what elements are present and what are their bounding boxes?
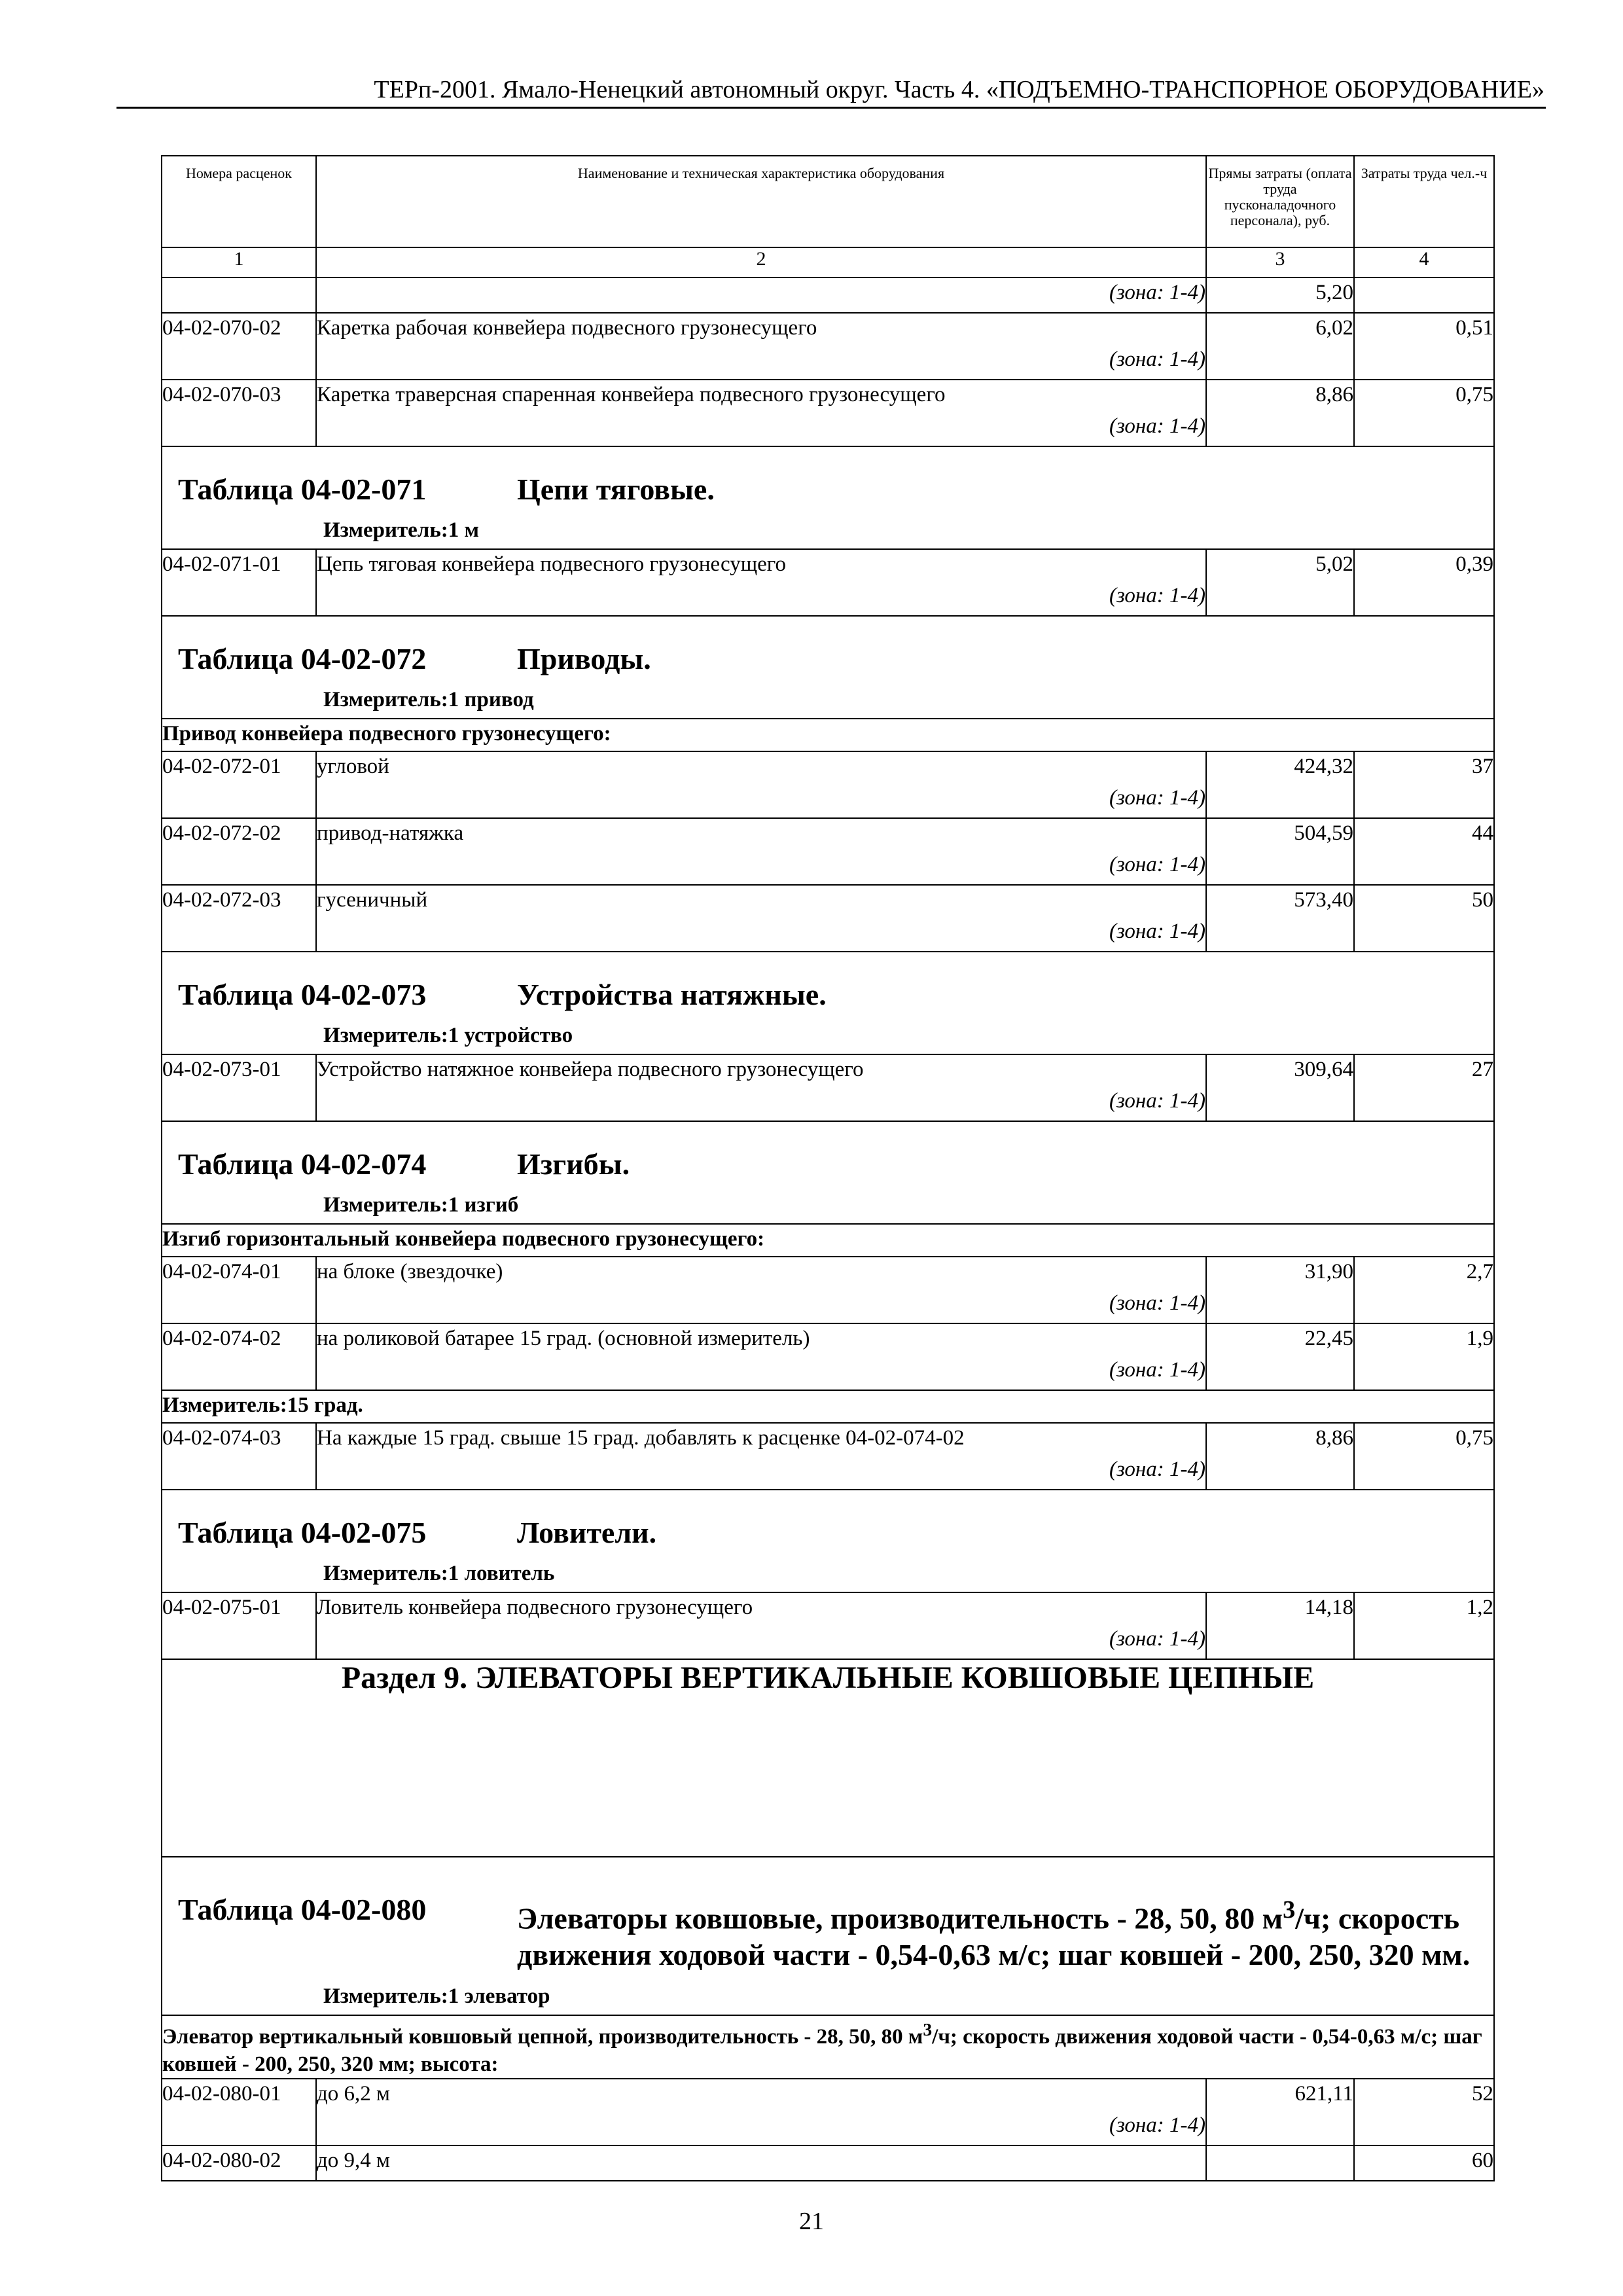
table-row <box>162 1423 1494 1490</box>
table-row <box>162 1323 1494 1390</box>
rate-name-text: Ловитель конвейера подвесного грузонесущего <box>317 1596 753 1619</box>
rate-cost: 5,20 <box>1206 278 1354 313</box>
rate-cost: 5,02 <box>1206 549 1354 616</box>
rate-cost: 31,90 <box>1206 1257 1354 1323</box>
group-caption-part: /ч; скорость движения ходовой части - 0,54-0,63 м/с; шаг ковшей - 200, 250, 320 мм; высота: <box>162 2025 1482 2076</box>
rate-cost: 424,32 <box>1206 751 1354 818</box>
group-caption: Привод конвейера подвесного грузонесущего: <box>162 719 1494 751</box>
zone-note: (зона: 1-4) <box>1109 786 1205 810</box>
zone-note: (зона: 1-4) <box>1109 2113 1205 2137</box>
table-number: Таблица 04-02-074 <box>178 1147 427 1181</box>
table-heading-cell <box>162 1121 1494 1224</box>
rate-name <box>316 1423 1206 1490</box>
rate-labor: 0,75 <box>1354 1423 1494 1490</box>
zone-note: (зона: 1-4) <box>1109 920 1205 943</box>
rate-code: 04-02-074-01 <box>162 1257 316 1323</box>
rate-cost: 14,18 <box>1206 1592 1354 1659</box>
rate-name-text: на роликовой батарее 15 град. (основной измеритель) <box>317 1327 810 1350</box>
zone-note: (зона: 1-4) <box>1109 853 1205 876</box>
table-row <box>162 2145 1494 2181</box>
zone-note: (зона: 1-4) <box>1109 584 1205 607</box>
rate-labor: 0,75 <box>1354 380 1494 446</box>
table-heading-cell <box>162 1857 1494 2015</box>
rate-labor <box>1354 278 1494 313</box>
table-row <box>162 751 1494 818</box>
group-caption-part: Элеватор вертикальный ковшовый цепной, производительность - 28, 50, 80 м <box>162 2025 923 2049</box>
table-row <box>162 380 1494 446</box>
rate-name-text: гусеничный <box>317 888 428 912</box>
rate-name <box>316 313 1206 380</box>
table-title: Ловители. <box>517 1516 657 1549</box>
table-title: Устройства натяжные. <box>517 978 827 1011</box>
table-heading-cell <box>162 1490 1494 1592</box>
rate-cost: 504,59 <box>1206 818 1354 885</box>
rate-cost: 8,86 <box>1206 1423 1354 1490</box>
header-rule <box>116 107 1546 109</box>
column-number: 1 <box>162 247 316 278</box>
section-row <box>162 1659 1494 1857</box>
table-row <box>162 1257 1494 1323</box>
rate-name-text: Каретка рабочая конвейера подвесного грузонесущего <box>317 316 817 340</box>
rate-code: 04-02-071-01 <box>162 549 316 616</box>
table-row <box>162 549 1494 616</box>
table-meter: Измеритель:1 ловитель <box>323 1562 555 1585</box>
rate-labor: 44 <box>1354 818 1494 885</box>
zone-note: (зона: 1-4) <box>1109 348 1205 371</box>
rate-code: 04-02-072-02 <box>162 818 316 885</box>
table-heading-074 <box>162 1121 1494 1224</box>
rate-labor: 50 <box>1354 885 1494 952</box>
rate-name-text: угловой <box>317 755 389 778</box>
table-meter: Измеритель:1 элеватор <box>323 1984 550 2008</box>
table-title-part: Элеваторы ковшовые, производительность - 28, 50, 80 м <box>517 1901 1283 1935</box>
rate-labor: 1,9 <box>1354 1323 1494 1390</box>
group-caption: Изгиб горизонтальный конвейера подвесного грузонесущего: <box>162 1224 1494 1257</box>
rate-code: 04-02-070-02 <box>162 313 316 380</box>
column-number: 3 <box>1206 247 1354 278</box>
column-header-direct-costs: Прямы затраты (оплата труда пусконаладочного персонала), руб. <box>1206 156 1354 247</box>
rate-name <box>316 278 1206 313</box>
rate-labor: 37 <box>1354 751 1494 818</box>
rate-code: 04-02-070-03 <box>162 380 316 446</box>
table-heading-073 <box>162 952 1494 1054</box>
table-meter: Измеритель:1 привод <box>323 688 534 711</box>
table-heading-072 <box>162 616 1494 719</box>
column-number: 4 <box>1354 247 1494 278</box>
table-heading-071 <box>162 446 1494 549</box>
zone-note: (зона: 1-4) <box>1109 1627 1205 1651</box>
rate-labor: 0,39 <box>1354 549 1494 616</box>
section-title: Раздел 9. ЭЛЕВАТОРЫ ВЕРТИКАЛЬНЫЕ КОВШОВЫЕ ЦЕПНЫЕ <box>162 1659 1494 1857</box>
rate-name <box>316 1054 1206 1121</box>
table-number: Таблица 04-02-080 <box>178 1893 427 1926</box>
table-row <box>162 1054 1494 1121</box>
rate-labor: 2,7 <box>1354 1257 1494 1323</box>
rate-code: 04-02-072-01 <box>162 751 316 818</box>
rate-code: 04-02-074-02 <box>162 1323 316 1390</box>
rate-name-text: Цепь тяговая конвейера подвесного грузонесущего <box>317 552 786 576</box>
table-title: Изгибы. <box>517 1147 630 1181</box>
table-title-part: /ч; скорость движения ходовой части - 0,54-0,63 м/с; шаг ковшей - 200, 250, 320 мм. <box>517 1901 1471 1972</box>
table-number: Таблица 04-02-071 <box>178 473 427 506</box>
table-title <box>517 1892 1472 1973</box>
rate-code: 04-02-074-03 <box>162 1423 316 1490</box>
table-number: Таблица 04-02-075 <box>178 1516 427 1549</box>
superscript: 3 <box>1283 1896 1296 1924</box>
rate-code: 04-02-080-02 <box>162 2145 316 2181</box>
rate-cost: 573,40 <box>1206 885 1354 952</box>
rate-cost: 6,02 <box>1206 313 1354 380</box>
rate-name-text: привод-натяжка <box>317 821 464 845</box>
table-meter: Измеритель:1 устройство <box>323 1024 573 1047</box>
table-row <box>162 2079 1494 2145</box>
table-heading-cell <box>162 446 1494 549</box>
rate-name <box>316 549 1206 616</box>
rate-code: 04-02-072-03 <box>162 885 316 952</box>
table-title: Приводы. <box>517 642 651 675</box>
table-row <box>162 313 1494 380</box>
zone-note: (зона: 1-4) <box>1109 1291 1205 1315</box>
column-header-codes: Номера расценок <box>162 156 316 247</box>
table-number: Таблица 04-02-073 <box>178 978 427 1011</box>
rate-labor: 0,51 <box>1354 313 1494 380</box>
rate-name <box>316 1257 1206 1323</box>
rate-cost: 621,11 <box>1206 2079 1354 2145</box>
rate-labor: 1,2 <box>1354 1592 1494 1659</box>
rate-name <box>316 751 1206 818</box>
table-meter: Измеритель:1 изгиб <box>323 1193 519 1217</box>
rate-name <box>316 380 1206 446</box>
column-header-labor: Затраты труда чел.-ч <box>1354 156 1494 247</box>
meter-caption: Измеритель:15 град. <box>162 1390 1494 1423</box>
column-number-row <box>162 247 1494 278</box>
rate-code <box>162 278 316 313</box>
column-header-row <box>162 156 1494 247</box>
group-row <box>162 1224 1494 1257</box>
table-heading-080 <box>162 1857 1494 2015</box>
rate-code: 04-02-075-01 <box>162 1592 316 1659</box>
table-title: Цепи тяговые. <box>517 473 715 506</box>
rate-name-text: Каретка траверсная спаренная конвейера подвесного грузонесущего <box>317 383 946 406</box>
superscript: 3 <box>923 2019 933 2039</box>
rate-code: 04-02-073-01 <box>162 1054 316 1121</box>
rate-code: 04-02-080-01 <box>162 2079 316 2145</box>
rate-name <box>316 2079 1206 2145</box>
rate-name-text: на блоке (звездочке) <box>317 1260 503 1283</box>
table-row <box>162 885 1494 952</box>
rate-name <box>316 2145 1206 2181</box>
page-number: 21 <box>799 2208 824 2235</box>
rate-cost: 309,64 <box>1206 1054 1354 1121</box>
zone-note: (зона: 1-4) <box>1109 1089 1205 1113</box>
rate-name <box>316 1323 1206 1390</box>
rate-name-text: до 9,4 м <box>317 2149 390 2172</box>
rate-name-text: Устройство натяжное конвейера подвесного грузонесущего <box>317 1058 864 1081</box>
rate-name-text: На каждые 15 град. свыше 15 град. добавлять к расценке 04-02-074-02 <box>317 1426 965 1450</box>
zone-note: (зона: 1-4) <box>1109 414 1205 438</box>
group-row <box>162 1390 1494 1423</box>
rate-labor: 52 <box>1354 2079 1494 2145</box>
rate-name <box>316 818 1206 885</box>
column-header-name: Наименование и техническая характеристика оборудования <box>316 156 1206 247</box>
zone-note: (зона: 1-4) <box>1109 281 1205 304</box>
rates-table <box>161 155 1495 2181</box>
rate-cost: 8,86 <box>1206 380 1354 446</box>
group-row <box>162 719 1494 751</box>
rate-name <box>316 1592 1206 1659</box>
table-meter: Измеритель:1 м <box>323 518 479 542</box>
rate-name <box>316 885 1206 952</box>
rate-labor: 27 <box>1354 1054 1494 1121</box>
table-row <box>162 1592 1494 1659</box>
table-row-continuation <box>162 278 1494 313</box>
rate-cost <box>1206 2145 1354 2181</box>
zone-note: (зона: 1-4) <box>1109 1358 1205 1382</box>
table-row <box>162 818 1494 885</box>
column-number: 2 <box>316 247 1206 278</box>
rate-labor: 60 <box>1354 2145 1494 2181</box>
running-header: ТЕРп-2001. Ямало-Ненецкий автономный округ. Часть 4. «ПОДЪЕМНО-ТРАНСПОРНОЕ ОБОРУДОВАНИЕ» <box>374 76 1544 103</box>
zone-note: (зона: 1-4) <box>1109 1458 1205 1481</box>
table-heading-cell <box>162 952 1494 1054</box>
group-row <box>162 2015 1494 2079</box>
table-heading-cell <box>162 616 1494 719</box>
table-number: Таблица 04-02-072 <box>178 642 427 675</box>
table-heading-075 <box>162 1490 1494 1592</box>
rate-cost: 22,45 <box>1206 1323 1354 1390</box>
rate-name-text: до 6,2 м <box>317 2082 390 2106</box>
group-caption <box>162 2015 1494 2079</box>
